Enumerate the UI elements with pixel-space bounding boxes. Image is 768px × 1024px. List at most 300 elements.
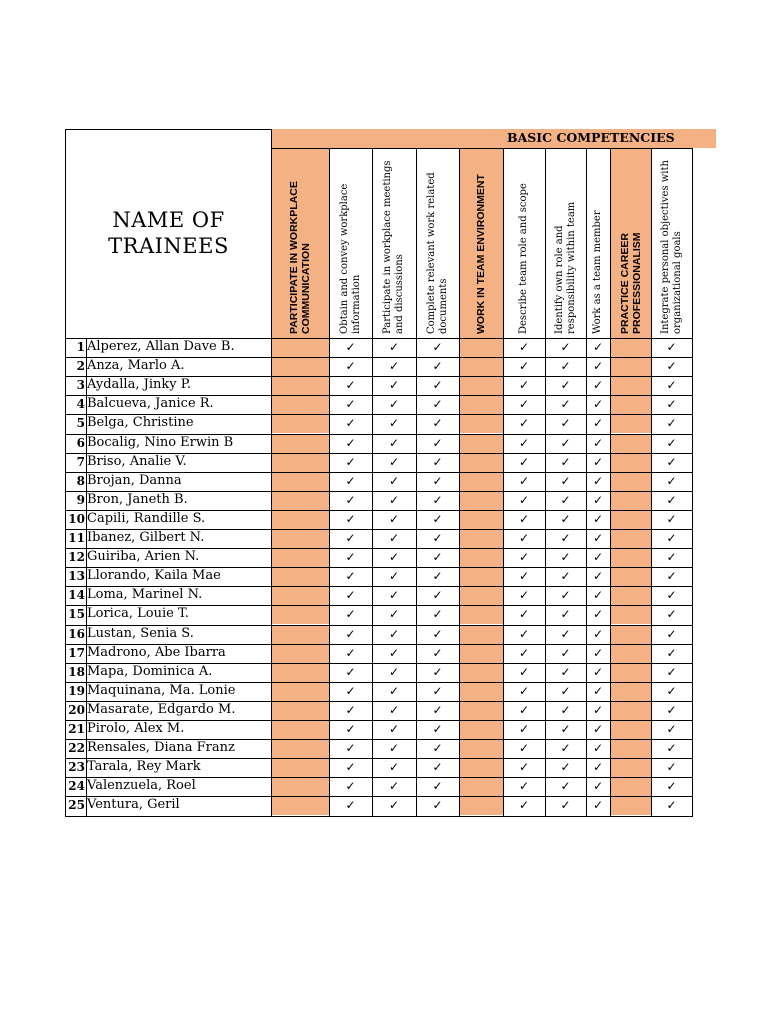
check-mark: ✓ xyxy=(592,779,604,794)
grid-line xyxy=(65,510,693,511)
trainee-number: 10 xyxy=(68,511,85,526)
check-mark: ✓ xyxy=(432,607,443,622)
competency-cell xyxy=(610,434,651,453)
check-mark: ✓ xyxy=(592,588,604,603)
check-mark: ✓ xyxy=(560,664,571,679)
check-mark: ✓ xyxy=(518,779,530,794)
check-mark: ✓ xyxy=(592,664,604,679)
grid-line xyxy=(545,148,546,816)
grid-line xyxy=(65,129,272,130)
check-mark: ✓ xyxy=(432,473,443,488)
check-mark: ✓ xyxy=(592,359,604,374)
check-mark: ✓ xyxy=(560,511,571,526)
trainee-number: 23 xyxy=(68,760,85,775)
grid-line xyxy=(65,376,693,377)
trainee-number: 16 xyxy=(68,626,85,641)
check-mark: ✓ xyxy=(592,435,604,450)
check-mark: ✓ xyxy=(345,741,356,756)
check-mark: ✓ xyxy=(432,416,443,431)
competency-cell xyxy=(459,625,503,644)
grid-line xyxy=(65,586,693,587)
check-mark: ✓ xyxy=(592,683,604,698)
check-mark: ✓ xyxy=(560,531,571,545)
competency-cell xyxy=(459,720,503,739)
grid-line xyxy=(65,777,693,778)
grid-line xyxy=(65,434,693,435)
check-mark: ✓ xyxy=(345,359,356,374)
check-mark: ✓ xyxy=(666,683,677,698)
trainee-name: Pirolo, Alex M. xyxy=(87,721,185,736)
competency-cell xyxy=(459,395,503,414)
check-mark: ✓ xyxy=(432,397,443,412)
competency-cell xyxy=(610,663,651,682)
grid-line xyxy=(65,491,693,492)
check-mark: ✓ xyxy=(560,397,571,412)
column-header-label: Complete relevant work related documents xyxy=(425,172,449,334)
competency-cell xyxy=(459,510,503,529)
check-mark: ✓ xyxy=(345,779,356,794)
check-mark: ✓ xyxy=(345,664,356,679)
grid-line xyxy=(65,644,693,645)
check-mark: ✓ xyxy=(432,550,443,565)
competency-cell xyxy=(271,663,329,682)
competency-cell xyxy=(459,472,503,491)
column-header-complete-relevant-work-related-documents xyxy=(416,148,459,338)
trainee-number: 20 xyxy=(68,702,85,717)
competency-cell xyxy=(271,472,329,491)
trainee-number: 14 xyxy=(68,588,85,603)
grid-line xyxy=(65,605,693,606)
competency-cell xyxy=(459,605,503,624)
check-mark: ✓ xyxy=(560,626,571,641)
grid-line xyxy=(65,625,693,626)
grid-line xyxy=(65,739,693,740)
check-mark: ✓ xyxy=(518,607,530,622)
competency-cell xyxy=(271,605,329,624)
column-header-label: Describe team role and scope xyxy=(518,183,529,334)
check-mark: ✓ xyxy=(432,779,443,794)
trainee-name: Bron, Janeth B. xyxy=(87,491,188,507)
check-mark: ✓ xyxy=(666,702,677,717)
check-mark: ✓ xyxy=(518,378,530,393)
competency-cell xyxy=(610,758,651,777)
trainee-number: 19 xyxy=(68,683,85,698)
trainee-number: 18 xyxy=(68,664,85,679)
check-mark: ✓ xyxy=(518,626,530,641)
check-mark: ✓ xyxy=(388,664,400,679)
competency-cell xyxy=(610,338,651,357)
check-mark: ✓ xyxy=(592,511,604,526)
check-mark: ✓ xyxy=(388,492,400,507)
check-mark: ✓ xyxy=(518,569,530,584)
competency-cell xyxy=(610,567,651,586)
check-mark: ✓ xyxy=(388,779,400,794)
check-mark: ✓ xyxy=(388,607,400,622)
trainee-name: Ibanez, Gilbert N. xyxy=(87,530,205,545)
check-mark: ✓ xyxy=(560,779,571,794)
competency-cell xyxy=(459,644,503,663)
check-mark: ✓ xyxy=(432,511,443,526)
trainee-number: 17 xyxy=(68,645,85,660)
column-header-integrate-personal-objectives-with-organizational-goals xyxy=(651,148,692,338)
check-mark: ✓ xyxy=(518,722,530,736)
basic-competencies-band xyxy=(271,129,716,148)
check-mark: ✓ xyxy=(592,378,604,393)
trainee-name: Alperez, Allan Dave B. xyxy=(87,339,235,354)
check-mark: ✓ xyxy=(560,550,571,565)
check-mark: ✓ xyxy=(518,760,530,775)
competency-cell xyxy=(610,414,651,433)
competency-cell xyxy=(271,586,329,605)
check-mark: ✓ xyxy=(388,798,400,813)
competency-cell xyxy=(610,510,651,529)
grid-line xyxy=(65,357,693,358)
check-mark: ✓ xyxy=(345,473,356,488)
check-mark: ✓ xyxy=(388,397,400,412)
grid-line xyxy=(65,472,693,473)
check-mark: ✓ xyxy=(560,760,571,775)
competency-cell xyxy=(459,701,503,720)
check-mark: ✓ xyxy=(592,397,604,412)
trainee-number: 1 xyxy=(76,340,85,354)
trainee-name: Madrono, Abe Ibarra xyxy=(87,644,226,660)
trainee-name: Llorando, Kaila Mae xyxy=(87,568,221,584)
column-header-label: PRACTICE CAREER PROFESSIONALISM xyxy=(618,232,643,334)
competency-cell xyxy=(610,529,651,548)
check-mark: ✓ xyxy=(666,760,677,775)
check-mark: ✓ xyxy=(560,569,571,584)
check-mark: ✓ xyxy=(432,722,443,736)
check-mark: ✓ xyxy=(518,454,530,469)
competency-cell xyxy=(459,491,503,510)
check-mark: ✓ xyxy=(666,741,677,756)
check-mark: ✓ xyxy=(666,359,677,374)
trainee-name: Capili, Randille S. xyxy=(87,510,206,526)
trainee-number: 2 xyxy=(76,359,85,374)
grid-line xyxy=(503,148,504,816)
check-mark: ✓ xyxy=(560,683,571,698)
trainee-name: Ventura, Geril xyxy=(87,797,180,813)
check-mark: ✓ xyxy=(518,492,530,507)
competency-cell xyxy=(459,376,503,395)
check-mark: ✓ xyxy=(560,340,571,354)
competency-cell xyxy=(271,357,329,376)
check-mark: ✓ xyxy=(518,741,530,756)
check-mark: ✓ xyxy=(432,664,443,679)
check-mark: ✓ xyxy=(560,741,571,756)
competency-cell xyxy=(271,491,329,510)
check-mark: ✓ xyxy=(592,741,604,756)
check-mark: ✓ xyxy=(345,626,356,641)
grid-line xyxy=(65,414,693,415)
grid-line xyxy=(329,148,330,816)
check-mark: ✓ xyxy=(432,531,443,545)
grid-line xyxy=(651,148,652,816)
competency-cell xyxy=(271,338,329,357)
check-mark: ✓ xyxy=(388,359,400,374)
check-mark: ✓ xyxy=(345,607,356,622)
check-mark: ✓ xyxy=(666,722,677,736)
competency-cell xyxy=(610,376,651,395)
column-header-identify-own-role-and-responsibility-within-team xyxy=(545,148,586,338)
trainee-number: 8 xyxy=(76,473,85,488)
check-mark: ✓ xyxy=(592,531,604,545)
check-mark: ✓ xyxy=(432,741,443,756)
competency-cell xyxy=(271,434,329,453)
competency-cell xyxy=(610,472,651,491)
column-header-practice-career-professionalism xyxy=(610,148,651,338)
check-mark: ✓ xyxy=(388,722,400,736)
check-mark: ✓ xyxy=(592,454,604,469)
check-mark: ✓ xyxy=(592,722,604,736)
check-mark: ✓ xyxy=(518,683,530,698)
check-mark: ✓ xyxy=(666,779,677,794)
column-header-label: WORK IN TEAM ENVIRONMENT xyxy=(475,174,487,334)
grid-line xyxy=(459,148,460,816)
competency-cell xyxy=(271,644,329,663)
competency-cell xyxy=(271,567,329,586)
competency-cell xyxy=(271,414,329,433)
grid-line xyxy=(65,796,693,797)
column-header-label: Participate in workplace meetings and discussions xyxy=(382,160,405,334)
column-header-participate-in-workplace-meetings-and-discussions xyxy=(372,148,416,338)
column-header-label: Identify own role and responsibility within team xyxy=(553,201,577,334)
check-mark: ✓ xyxy=(666,531,677,545)
check-mark: ✓ xyxy=(592,492,604,507)
check-mark: ✓ xyxy=(518,664,530,679)
check-mark: ✓ xyxy=(345,340,356,354)
check-mark: ✓ xyxy=(666,492,677,507)
trainee-number: 11 xyxy=(68,531,85,545)
column-header-obtain-and-convey-workplace-information xyxy=(329,148,372,338)
competency-cell xyxy=(271,548,329,567)
check-mark: ✓ xyxy=(592,550,604,565)
competency-cell xyxy=(271,682,329,701)
trainee-name: Valenzuela, Roel xyxy=(87,778,196,794)
trainee-name: Maquinana, Ma. Lonie xyxy=(87,682,236,698)
column-header-work-as-a-team-member xyxy=(586,148,610,338)
check-mark: ✓ xyxy=(518,397,530,412)
check-mark: ✓ xyxy=(518,588,530,603)
trainee-name: Anza, Marlo A. xyxy=(87,358,185,374)
check-mark: ✓ xyxy=(345,722,356,736)
trainee-number: 24 xyxy=(68,779,85,794)
check-mark: ✓ xyxy=(560,645,571,660)
check-mark: ✓ xyxy=(560,359,571,374)
check-mark: ✓ xyxy=(388,454,400,469)
trainee-name: Belga, Christine xyxy=(87,415,194,431)
check-mark: ✓ xyxy=(560,473,571,488)
check-mark: ✓ xyxy=(560,378,571,393)
check-mark: ✓ xyxy=(345,645,356,660)
check-mark: ✓ xyxy=(518,359,530,374)
check-mark: ✓ xyxy=(560,454,571,469)
name-header-cell xyxy=(66,129,271,338)
competency-cell xyxy=(271,453,329,472)
check-mark: ✓ xyxy=(432,702,443,717)
trainee-number: 21 xyxy=(68,722,85,736)
trainee-name: Briso, Analie V. xyxy=(87,453,187,469)
grid-line xyxy=(65,338,693,339)
check-mark: ✓ xyxy=(592,473,604,488)
check-mark: ✓ xyxy=(560,702,571,717)
competency-cell xyxy=(610,357,651,376)
competency-cell xyxy=(610,453,651,472)
check-mark: ✓ xyxy=(345,588,356,603)
trainee-name: Lustan, Senia S. xyxy=(87,625,194,641)
check-mark: ✓ xyxy=(388,416,400,431)
competency-cell xyxy=(459,548,503,567)
grid-line xyxy=(271,148,693,149)
check-mark: ✓ xyxy=(432,683,443,698)
check-mark: ✓ xyxy=(345,492,356,507)
competency-cell xyxy=(271,720,329,739)
competency-cell xyxy=(459,529,503,548)
competency-cell xyxy=(610,796,651,815)
check-mark: ✓ xyxy=(388,683,400,698)
competency-cell xyxy=(459,434,503,453)
check-mark: ✓ xyxy=(666,397,677,412)
check-mark: ✓ xyxy=(432,569,443,584)
check-mark: ✓ xyxy=(345,511,356,526)
check-mark: ✓ xyxy=(345,416,356,431)
competency-cell xyxy=(610,625,651,644)
grid-line xyxy=(65,395,693,396)
check-mark: ✓ xyxy=(388,702,400,717)
check-mark: ✓ xyxy=(560,435,571,450)
trainee-name: Rensales, Diana Franz xyxy=(87,740,235,756)
column-header-label: Obtain and convey workplace information xyxy=(338,183,362,334)
grid-line xyxy=(416,148,417,816)
competency-cell xyxy=(610,644,651,663)
competency-cell xyxy=(459,453,503,472)
competency-cell xyxy=(459,357,503,376)
column-header-label: PARTICIPATE IN WORKPLACE COMMUNICATION xyxy=(288,181,312,334)
check-mark: ✓ xyxy=(345,569,356,584)
check-mark: ✓ xyxy=(345,454,356,469)
check-mark: ✓ xyxy=(592,340,604,354)
check-mark: ✓ xyxy=(592,760,604,775)
check-mark: ✓ xyxy=(592,798,604,813)
grid-line xyxy=(65,663,693,664)
competency-cell xyxy=(610,701,651,720)
check-mark: ✓ xyxy=(560,607,571,622)
check-mark: ✓ xyxy=(345,683,356,698)
check-mark: ✓ xyxy=(432,798,443,813)
check-mark: ✓ xyxy=(388,378,400,393)
check-mark: ✓ xyxy=(432,626,443,641)
check-mark: ✓ xyxy=(666,454,677,469)
competency-cell xyxy=(271,625,329,644)
check-mark: ✓ xyxy=(432,760,443,775)
competency-cell xyxy=(459,586,503,605)
trainee-name: Masarate, Edgardo M. xyxy=(87,701,236,717)
check-mark: ✓ xyxy=(432,359,443,374)
check-mark: ✓ xyxy=(345,798,356,813)
competency-cell xyxy=(459,567,503,586)
check-mark: ✓ xyxy=(560,588,571,603)
check-mark: ✓ xyxy=(388,340,400,354)
check-mark: ✓ xyxy=(388,588,400,603)
check-mark: ✓ xyxy=(388,645,400,660)
competency-cell xyxy=(271,376,329,395)
competency-cell xyxy=(271,777,329,796)
trainee-number: 9 xyxy=(76,492,85,507)
check-mark: ✓ xyxy=(432,378,443,393)
competency-cell xyxy=(610,548,651,567)
check-mark: ✓ xyxy=(345,378,356,393)
grid-line xyxy=(86,338,87,816)
check-mark: ✓ xyxy=(432,340,443,354)
trainee-name: Lorica, Louie T. xyxy=(87,606,189,622)
column-header-work-in-team-environment xyxy=(459,148,503,338)
grid-line xyxy=(65,567,693,568)
competency-cell xyxy=(271,395,329,414)
check-mark: ✓ xyxy=(518,511,530,526)
check-mark: ✓ xyxy=(592,645,604,660)
competency-cell xyxy=(610,491,651,510)
grid-line xyxy=(65,682,693,683)
column-header-label: Integrate personal objectives with organizational goals xyxy=(659,160,683,334)
competency-cell xyxy=(610,682,651,701)
check-mark: ✓ xyxy=(666,588,677,603)
check-mark: ✓ xyxy=(666,645,677,660)
grid-line xyxy=(65,816,693,817)
competency-cell xyxy=(271,529,329,548)
check-mark: ✓ xyxy=(666,435,677,450)
check-mark: ✓ xyxy=(666,798,677,813)
competency-cell xyxy=(459,414,503,433)
competency-cell xyxy=(271,758,329,777)
check-mark: ✓ xyxy=(432,492,443,507)
competency-cell xyxy=(610,720,651,739)
check-mark: ✓ xyxy=(592,626,604,641)
check-mark: ✓ xyxy=(432,588,443,603)
grid-line xyxy=(65,529,693,530)
competency-cell xyxy=(610,739,651,758)
grid-line xyxy=(610,148,611,816)
trainee-name: Mapa, Dominica A. xyxy=(87,663,213,679)
competency-cell xyxy=(459,758,503,777)
trainee-number: 7 xyxy=(76,454,85,469)
check-mark: ✓ xyxy=(388,531,400,545)
trainee-name: Brojan, Danna xyxy=(87,472,182,488)
trainee-number: 12 xyxy=(68,550,85,565)
check-mark: ✓ xyxy=(345,531,356,545)
check-mark: ✓ xyxy=(345,397,356,412)
grid-line xyxy=(65,548,693,549)
check-mark: ✓ xyxy=(432,454,443,469)
competency-cell xyxy=(610,395,651,414)
competency-cell xyxy=(271,739,329,758)
check-mark: ✓ xyxy=(518,435,530,450)
check-mark: ✓ xyxy=(388,435,400,450)
check-mark: ✓ xyxy=(560,722,571,736)
check-mark: ✓ xyxy=(666,569,677,584)
check-mark: ✓ xyxy=(592,416,604,431)
check-mark: ✓ xyxy=(345,550,356,565)
check-mark: ✓ xyxy=(518,645,530,660)
grid-line xyxy=(586,148,587,816)
check-mark: ✓ xyxy=(345,760,356,775)
competency-cell xyxy=(610,777,651,796)
check-mark: ✓ xyxy=(560,492,571,507)
competency-cell xyxy=(459,777,503,796)
name-header-title xyxy=(66,207,271,259)
check-mark: ✓ xyxy=(518,340,530,354)
trainee-number: 3 xyxy=(76,378,85,393)
check-mark: ✓ xyxy=(388,511,400,526)
